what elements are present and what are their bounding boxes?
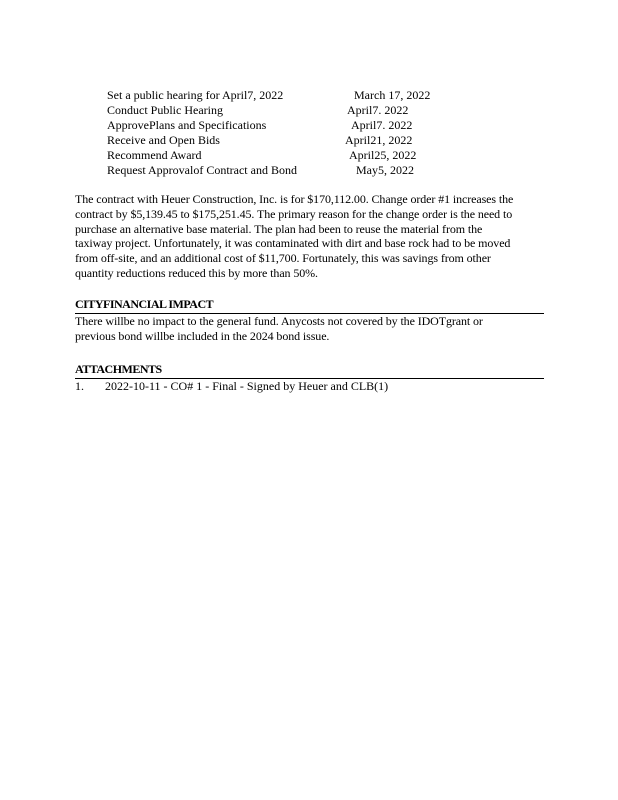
schedule-task: Conduct Public Hearing: [107, 103, 223, 117]
schedule-task: Set a public hearing for April7, 2022: [107, 88, 284, 102]
attachment-link[interactable]: 2022-10-11 - CO# 1 - Final - Signed by Heuer and CLB(1): [105, 379, 389, 393]
attachment-number: 1.: [75, 379, 84, 393]
contract-paragraph: The contract with Heuer Construction, Inc. is for $170,112.00. Change order #1 increases the contract by $5,139.45 to $175,251.45. The primary reason for the change order is the need to purchase an alternative base material. The plan had been to reuse the material from the taxiway project. Unfortunately, it was contaminated with dirt and base rock had to be moved from off-site, and an additional cost of $11,700. Fortunately, this was savings from other quantity reductions reduced this by more than 50%.: [75, 192, 514, 280]
schedule-task: Receive and Open Bids: [107, 133, 220, 147]
financial-impact-body: There willbe no impact to the general fund. Anycosts not covered by the IDOTgrant or previous bond willbe included in the 2024 bond issue.: [75, 314, 483, 343]
schedule-date: April7. 2022: [347, 103, 409, 117]
schedule-date: April25, 2022: [349, 148, 417, 162]
schedule-date: May5, 2022: [356, 163, 414, 177]
attachments-heading: ATTACHMENTS: [75, 362, 162, 376]
schedule-task: Request Approvalof Contract and Bond: [107, 163, 297, 177]
schedule-date: March 17, 2022: [354, 88, 431, 102]
schedule-date: April21, 2022: [345, 133, 413, 147]
schedule-date: April7. 2022: [351, 118, 413, 132]
schedule-task: ApprovePlans and Specifications: [107, 118, 267, 132]
financial-impact-heading: CITYFINANCIAL IMPACT: [75, 297, 214, 311]
schedule-task: Recommend Award: [107, 148, 202, 162]
